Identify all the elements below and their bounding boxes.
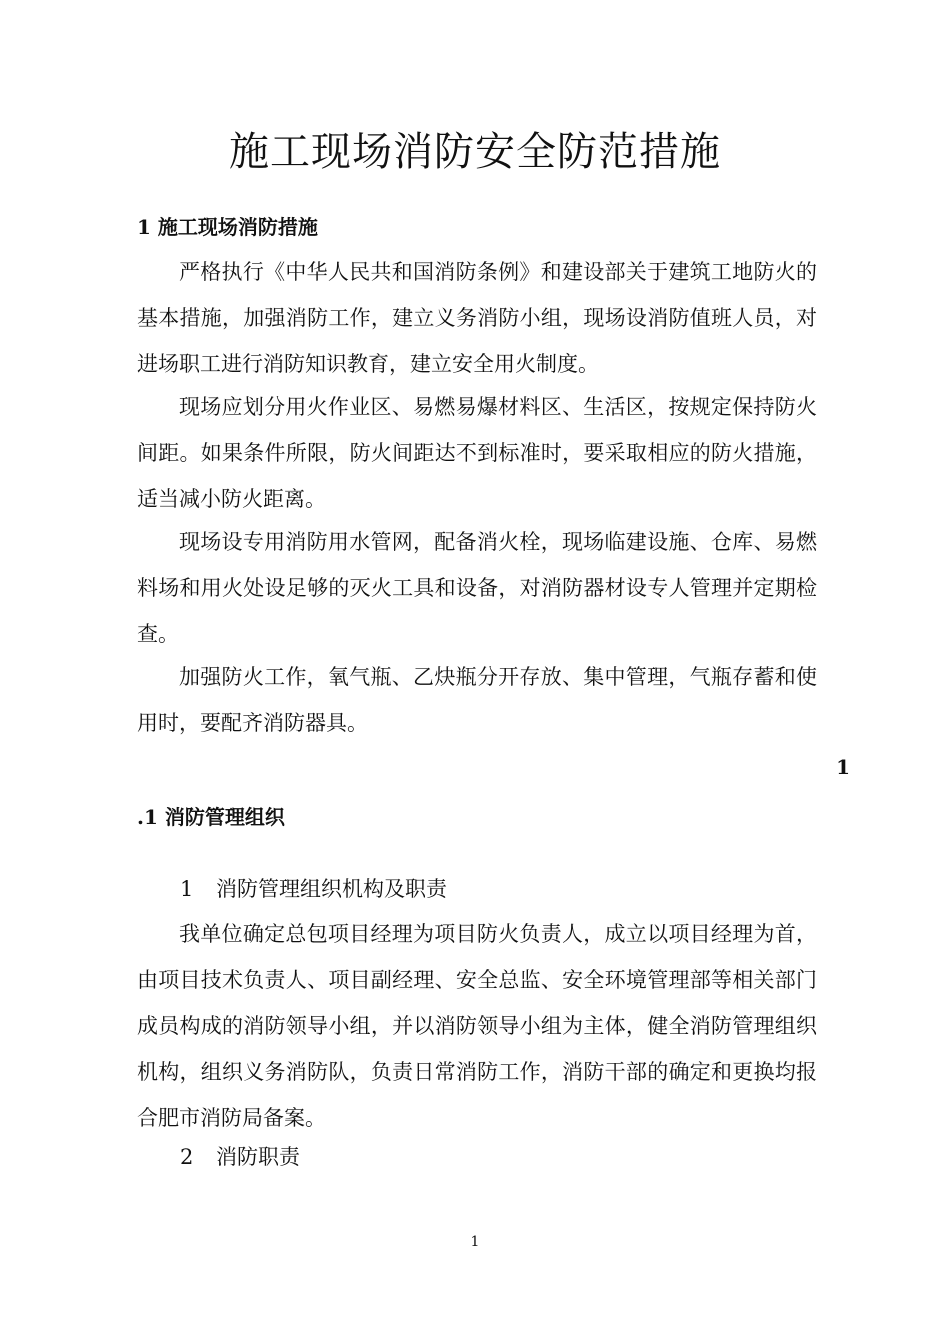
list-item-text: 消防职责 — [216, 1145, 300, 1169]
paragraph-fire-regulations: 严格执行《中华人民共和国消防条例》和建设部关于建筑工地防火的基本措施，加强消防工作，建立义务消防小组，现场设消防值班人员，对进场职工进行消防知识教育，建立安全用火制度。 — [137, 260, 817, 376]
list-item-text: 消防管理组织机构及职责 — [216, 877, 447, 901]
paragraph-water-network: 现场设专用消防用水管网，配备消火栓，现场临建设施、仓库、易燃料场和用火处设足够的灭火工具和设备，对消防器材设专人管理并定期检查。 — [137, 530, 817, 646]
paragraph-gas-cylinders: 加强防火工作，氧气瓶、乙炔瓶分开存放、集中管理，气瓶存蓄和使用时，要配齐消防器具。 — [137, 665, 817, 735]
page-number: 1 — [470, 1234, 480, 1250]
section-number: 1 — [836, 755, 850, 779]
section-heading-2: .1 消防管理组织 — [137, 805, 285, 829]
document-title: 施工现场消防安全防范措施 — [229, 129, 721, 175]
list-item-number: 1 — [180, 877, 194, 901]
paragraph-zoning: 现场应划分用火作业区、易燃易爆材料区、生活区，按规定保持防火间距。如果条件所限，防火间距达不到标准时，要采取相应的防火措施，适当减小防火距离。 — [137, 395, 817, 511]
list-item-number: 2 — [180, 1145, 194, 1169]
section-heading-1: 1 施工现场消防措施 — [137, 215, 318, 239]
list-item-duties — [180, 1134, 300, 1180]
paragraph-organization: 我单位确定总包项目经理为项目防火负责人，成立以项目经理为首，由项目技术负责人、项目副经理、安全总监、安全环境管理部等相关部门成员构成的消防领导小组，并以消防领导小组为主体，健全消防管理组织机构，组织义务消防队，负责日常消防工作，消防干部的确定和更换均报合肥市消防局备案。 — [137, 922, 817, 1130]
list-item-organization — [180, 866, 447, 912]
